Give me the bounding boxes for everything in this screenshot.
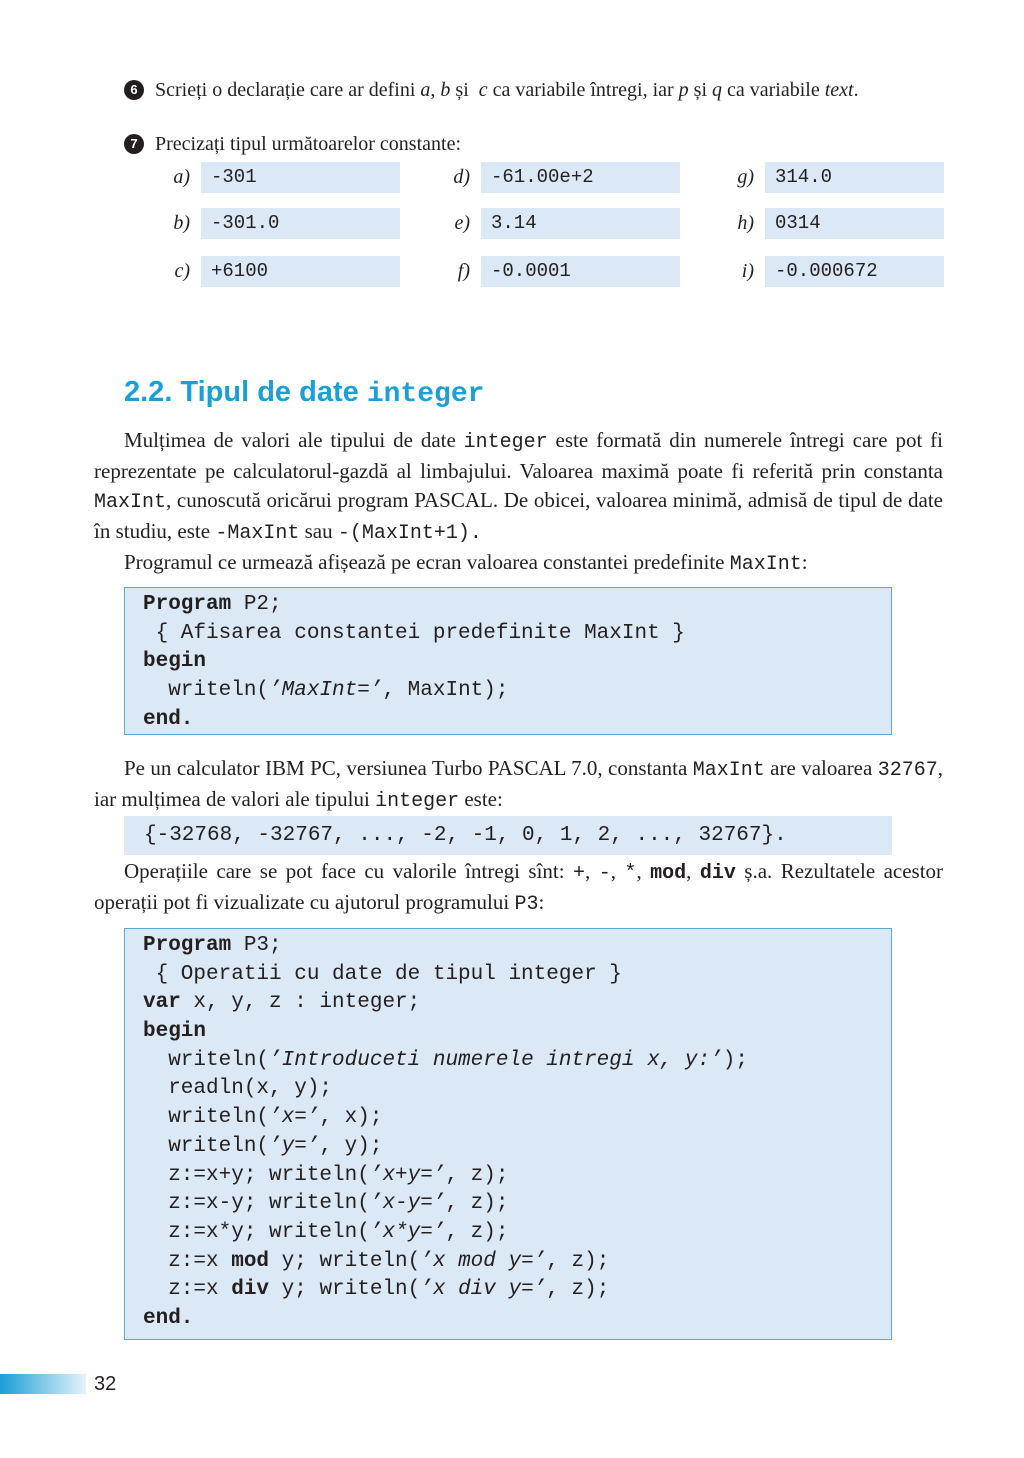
constant-value: -0.000672: [765, 256, 944, 287]
page-number: 32: [94, 1373, 117, 1395]
constant-value: 314.0: [765, 162, 944, 193]
constant-label: g): [737, 166, 754, 188]
integer-value-set: {-32768, -32767, ..., -2, -1, 0, 1, 2, ..., 32767}.: [124, 816, 892, 855]
constant-value: 3.14: [481, 208, 680, 239]
constant-value: +6100: [201, 256, 400, 287]
exercise-number-7: 7: [124, 134, 144, 154]
constant-label: e): [454, 212, 470, 234]
constant-label: h): [737, 212, 754, 234]
constant-label: b): [173, 212, 190, 234]
constant-value: -301.0: [201, 208, 400, 239]
exercise-7: [124, 131, 944, 157]
paragraph-integer-values: Mulțimea de valori ale tipului de date integer este formată din numerele întregi care pot fi reprezentate pe calculatorul-gazdă al limbajului. Valoarea maximă poate fi referită prin constanta MaxInt, cunoscută oricărui program PASCAL. De obicei, valoarea minimă, admisă de tipul de date în studiu, este -MaxInt sau -(MaxInt+1).: [94, 428, 943, 545]
section-heading: 2.2. Tipul de date integer: [124, 376, 485, 410]
constant-item: [688, 256, 944, 287]
constant-item: [688, 162, 944, 193]
constant-item: [404, 256, 684, 287]
exercise-6-text: Scrieți o declarație care ar defini a, b și c ca variabile întregi, iar p și q ca variabile text.: [155, 79, 859, 101]
paragraph-program-intro: Programul ce urmează afișează pe ecran valoarea constantei predefinite MaxInt:: [124, 550, 808, 576]
page-number-bar: [0, 1374, 86, 1394]
turbo-pascal-paragraph: Pe un calculator IBM PC, versiunea Turbo PASCAL 7.0, constanta MaxInt are valoarea 32767, iar mulțimea de valori ale tipului integer este:: [94, 756, 943, 813]
constant-item: [404, 162, 684, 193]
constant-label: d): [453, 166, 470, 188]
constants-grid: [124, 162, 944, 292]
constant-value: 0314: [765, 208, 944, 239]
constant-value: -0.0001: [481, 256, 680, 287]
exercise-number-6: 6: [124, 80, 144, 100]
constant-label: f): [457, 260, 470, 282]
intro-paragraph: [94, 426, 943, 579]
constant-item: [404, 208, 684, 239]
constant-item: [124, 256, 404, 287]
constant-value: -301: [201, 162, 400, 193]
constant-item: [124, 162, 404, 193]
constant-item: [688, 208, 944, 239]
constant-label: i): [741, 260, 754, 282]
constant-value: -61.00e+2: [481, 162, 680, 193]
code-block-p2: Program P2; { Afisarea constantei predefinite MaxInt } begin writeln(’MaxInt=’, MaxInt); end.: [124, 587, 892, 735]
constant-item: [124, 208, 404, 239]
exercise-7-text: Precizați tipul următoarelor constante:: [155, 133, 461, 155]
operations-paragraph: Operațiile care se pot face cu valorile întregi sînt: +, -, *, mod, div ș.a. Rezultatele acestor operații pot fi vizualizate cu ajutorul programului P3:: [94, 859, 944, 916]
code-block-p3: Program P3; { Operatii cu date de tipul integer } var x, y, z : integer; begin writeln(’Introduceti numerele intregi x, y:’); readln(x, y); writeln(’x=’, x); writeln(’y=’, y); z:=x+y; writeln(’x+y=’, z); z:=x-y; writeln(’x-y=’, z); z:=x*y; writeln(’x*y=’, z); z:=x mod y; writeln(’x mod y=’, z); z:=x div y; writeln(’x div y=’, z); end.: [124, 928, 892, 1340]
constant-label: c): [174, 260, 190, 282]
constant-label: a): [173, 166, 190, 188]
exercise-6: [124, 77, 944, 103]
